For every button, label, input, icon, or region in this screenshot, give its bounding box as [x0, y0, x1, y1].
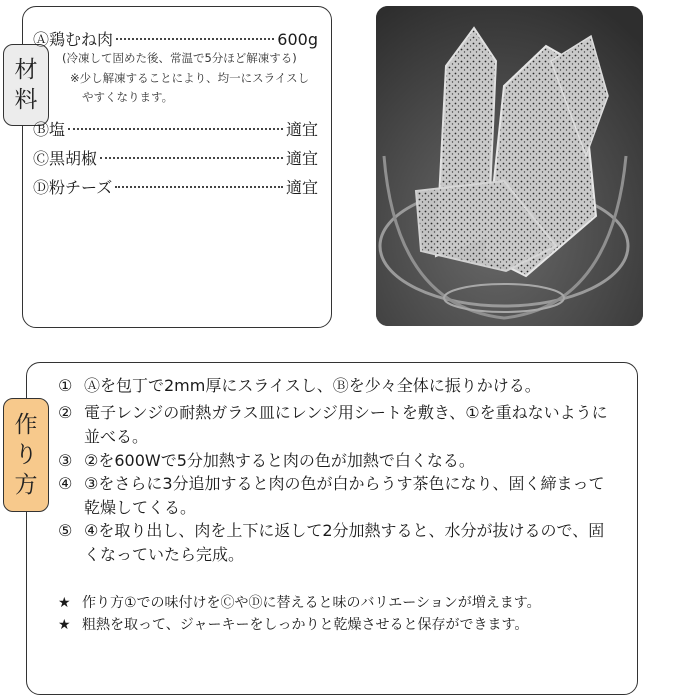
step-text: ③をさらに3分追加すると肉の色が白からうす茶色になり、固く締まって乾燥してくる。: [84, 474, 605, 517]
ingredient-row-salt: [33, 117, 318, 140]
step-1: [58, 374, 618, 398]
ingredient-row-chicken: [33, 27, 318, 50]
step-3: [58, 449, 618, 473]
ingredient-note-tip-line1: ※少し解凍することにより、均一にスライスし: [70, 71, 310, 85]
tip-1: [58, 592, 541, 614]
step-number: ①: [58, 376, 73, 395]
step-number: ④: [58, 474, 73, 493]
tip-text: 作り方①での味付けをⒸやⒹに替えると味のバリエーションが増えます。: [82, 595, 541, 611]
ingredients-label-char: 料: [14, 87, 38, 113]
ingredient-name: Ⓓ粉チーズ: [33, 178, 113, 197]
step-5: [58, 519, 618, 567]
ingredients-label-tab: [3, 44, 49, 126]
step-text: Ⓐを包丁で2mm厚にスライスし、Ⓑを少々全体に振りかける。: [84, 376, 541, 395]
step-2: [58, 401, 618, 449]
method-label-tab: [3, 398, 49, 512]
step-number: ⑤: [58, 521, 73, 540]
leader-dots: [116, 38, 274, 40]
ingredient-name: Ⓒ黒胡椒: [33, 149, 98, 168]
ingredient-name: Ⓐ鶏むね肉: [33, 30, 114, 49]
step-text: ④を取り出し、肉を上下に返して2分加熱すると、水分が抜けるので、固くなっていたら完成。: [84, 521, 605, 564]
leader-dots: [115, 186, 283, 188]
star-icon: ★: [58, 617, 71, 633]
ingredient-row-cheese: [33, 175, 318, 198]
step-text: ②を600Wで5分加熱すると肉の色が加熱で白くなる。: [84, 451, 475, 470]
method-label-char: り: [14, 442, 38, 468]
jerky-photo: [376, 6, 643, 326]
step-text: 電子レンジの耐熱ガラス皿にレンジ用シートを敷き、①を重ねないように並べる。: [84, 403, 608, 446]
leader-dots: [100, 157, 283, 159]
star-icon: ★: [58, 595, 71, 611]
ingredient-note-thaw: (冷凍して固めた後、常温で5分ほど解凍する): [62, 51, 297, 65]
ingredient-row-pepper: [33, 146, 318, 169]
tip-2: [58, 614, 528, 636]
ingredient-amount: 適宜: [285, 178, 318, 197]
method-label-char: 方: [14, 472, 38, 498]
step-number: ②: [58, 403, 73, 422]
step-4: [58, 472, 618, 520]
ingredient-note-tip-line2: やすくなります。: [82, 90, 174, 104]
ingredient-name: Ⓑ塩: [33, 120, 66, 139]
ingredient-amount: 適宜: [285, 149, 318, 168]
tip-text: 粗熱を取って、ジャーキーをしっかりと乾燥させると保存ができます。: [82, 617, 529, 633]
ingredients-label-char: 材: [14, 57, 38, 83]
step-number: ③: [58, 451, 73, 470]
ingredient-amount: 適宜: [285, 120, 318, 139]
jerky-in-glass-image: [376, 6, 643, 326]
ingredient-amount: 600g: [277, 30, 318, 49]
leader-dots: [68, 128, 283, 130]
method-label-char: 作: [14, 412, 38, 438]
